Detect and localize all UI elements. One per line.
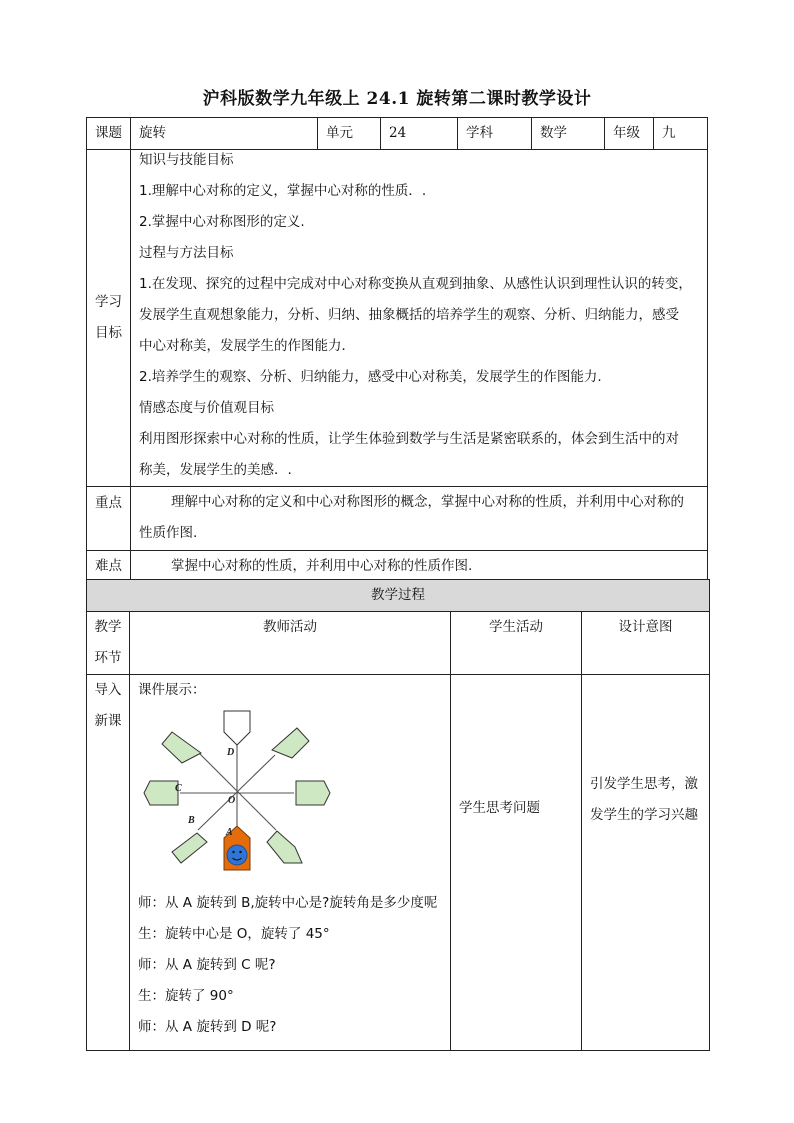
- stage-header: [87, 612, 130, 675]
- key-points-label: 重点: [87, 487, 131, 551]
- label-o: O: [228, 795, 236, 806]
- teacher-header: 教师活动: [130, 612, 451, 675]
- objective-line: 知识与技能目标: [139, 152, 234, 168]
- dialogue-line: 师：从 A 旋转到 C 呢?: [138, 957, 276, 973]
- objective-line: 2.掌握中心对称图形的定义.: [139, 214, 305, 230]
- shape-d: [224, 711, 250, 745]
- stage-line1: 导入: [94, 682, 122, 698]
- student-header: 学生活动: [451, 612, 582, 675]
- intent-line1: 引发学生思考，激: [590, 776, 698, 792]
- stage-header-line1: 教学: [94, 619, 122, 635]
- key-points-content: [131, 487, 708, 551]
- dialogue-line: 师：从 A 旋转到 B,旋转中心是?旋转角是多少度呢: [138, 895, 438, 911]
- teacher-activity-cell: [130, 675, 451, 1051]
- shape-upper-left: [162, 732, 201, 763]
- rotation-figure: [137, 705, 337, 885]
- courseware-label: 课件展示：: [138, 682, 206, 698]
- objective-line: 中心对称美，发展学生的作图能力．: [139, 338, 355, 354]
- difficulty-text: 掌握中心对称的性质，并利用中心对称的性质作图.: [171, 558, 473, 574]
- intro-row: [87, 675, 710, 1051]
- shape-lower-right: [267, 831, 302, 863]
- rotation-spokes: [180, 743, 294, 838]
- difficulty-content: [131, 551, 708, 583]
- intent-header: 设计意图: [582, 612, 710, 675]
- dialogue-line: 师：从 A 旋转到 D 呢?: [138, 1019, 277, 1035]
- document-title: 沪科版数学九年级上 24.1 旋转第二课时教学设计: [202, 89, 592, 109]
- process-heading: 教学过程: [87, 580, 710, 612]
- objectives-label-line1: 学习: [95, 294, 122, 310]
- student-activity-text: 学生思考问题: [459, 800, 540, 816]
- dialogue-line: 生：旋转中心是 O，旋转了 45°: [138, 926, 330, 942]
- lesson-info-table: [86, 117, 708, 583]
- shape-c: [144, 781, 178, 805]
- label-b: B: [188, 815, 195, 826]
- topic-label: 课题: [87, 118, 131, 150]
- dialogue-line: 生：旋转了 90°: [138, 988, 234, 1004]
- subject-label: 学科: [458, 118, 532, 150]
- objective-line: 1.理解中心对称的定义，掌握中心对称的性质．.: [139, 183, 427, 199]
- key-points-row: [87, 487, 708, 551]
- shape-b: [172, 833, 207, 863]
- objective-line: 1.在发现、探究的过程中完成对中心对称变换从直观到抽象、从感性认识到理性认识的转变，: [139, 276, 692, 292]
- teaching-process-table: [86, 579, 710, 1051]
- intent-line2: 发学生的学习兴趣: [590, 807, 698, 823]
- topic-value: 旋转: [131, 118, 318, 150]
- objectives-label: [87, 150, 131, 487]
- label-a: A: [226, 827, 233, 838]
- key-points-line2: 性质作图.: [139, 525, 198, 541]
- subject-value: 数学: [532, 118, 605, 150]
- objective-line: 称美，发展学生的美感．.: [139, 462, 292, 478]
- design-intent-cell: [582, 675, 710, 1051]
- stage-cell: [87, 675, 130, 1051]
- objectives-content: [131, 150, 708, 487]
- shape-upper-right: [272, 728, 309, 758]
- key-points-line1: 理解中心对称的定义和中心对称图形的概念，掌握中心对称的性质，并利用中心对称的: [171, 494, 684, 510]
- grade-value: 九: [654, 118, 708, 150]
- objective-line: 2.培养学生的观察、分析、归纳能力，感受中心对称美，发展学生的作图能力.: [139, 369, 602, 385]
- objectives-label-line2: 目标: [95, 325, 122, 341]
- process-heading-row: [87, 580, 710, 612]
- objective-line: 情感态度与价值观目标: [139, 400, 274, 416]
- difficulty-row: [87, 551, 708, 583]
- process-header-row: [87, 612, 710, 675]
- unit-label: 单元: [318, 118, 381, 150]
- objective-line: 利用图形探索中心对称的性质，让学生体验到数学与生活是紧密联系的，体会到生活中的对: [139, 431, 679, 447]
- shape-right: [296, 781, 330, 805]
- stage-header-line2: 环节: [94, 650, 122, 666]
- objectives-row: [87, 150, 708, 487]
- objective-line: 发展学生直观想象能力，分析、归纳、抽象概括的培养学生的观察、分析、归纳能力，感受: [139, 307, 679, 323]
- objective-line: 过程与方法目标: [139, 245, 234, 261]
- difficulty-label: 难点: [87, 551, 131, 583]
- label-c: C: [175, 783, 182, 794]
- stage-line2: 新课: [94, 713, 122, 729]
- student-activity-cell: [451, 675, 582, 1051]
- label-d: D: [227, 747, 235, 758]
- grade-label: 年级: [605, 118, 654, 150]
- unit-value: 24: [381, 118, 458, 150]
